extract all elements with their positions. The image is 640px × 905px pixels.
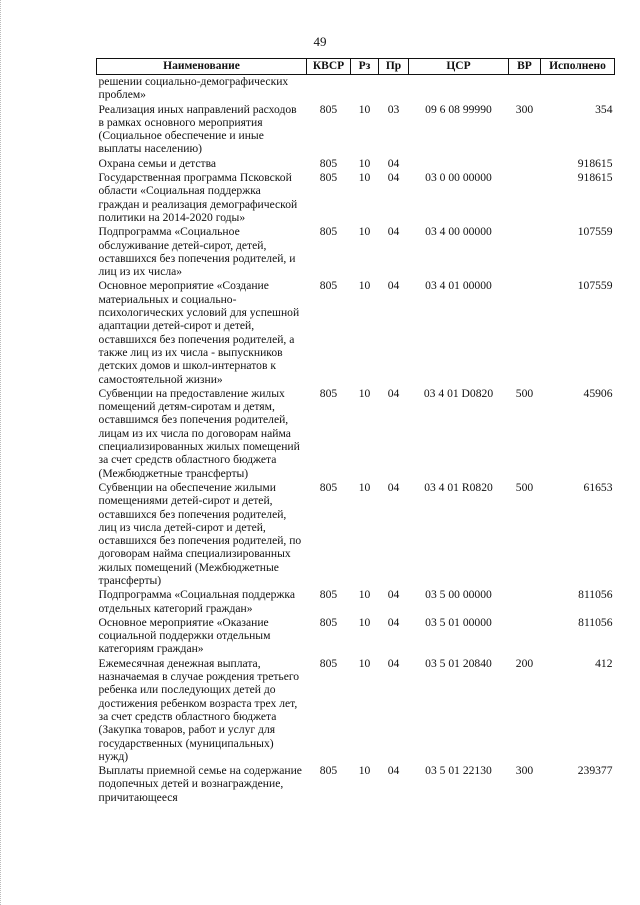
table-row [97, 616, 615, 657]
cell-rz: 10 [358, 225, 371, 239]
cell-vr [509, 279, 541, 386]
cell-vr: 300 [515, 102, 534, 116]
cell-name: Субвенции на предоставление жилых помещений детям-сиротам и детям, оставшимся без попечения родителей, лицам из их числа по договорам найма специализированных жилых помещений за счет средств областного бюджета (Межбюджетные трансферты) [98, 386, 300, 480]
cell-kvsr: 805 [319, 225, 338, 239]
cell-name: Охрана семьи и детства [98, 156, 217, 170]
cell-kvsr: 805 [319, 764, 338, 778]
cell-rz [351, 75, 379, 103]
cell-csr: 09 6 08 99990 [425, 102, 492, 116]
cell-kvsr: 805 [319, 656, 338, 670]
cell-kvsr [307, 75, 351, 103]
col-header-vr: ВР [509, 59, 541, 75]
cell-csr: 03 5 01 20840 [425, 656, 492, 670]
table-row [97, 279, 615, 386]
cell-pr: 04 [387, 615, 400, 629]
cell-csr: 03 4 01 00000 [425, 279, 492, 293]
cell-name: Государственная программа Псковской области «Социальная поддержка граждан и реализация демографической политики на 2014-2020 годы» [98, 171, 298, 224]
budget-table [96, 58, 615, 805]
cell-csr: 03 4 01 D0820 [423, 386, 494, 400]
table-row [97, 157, 615, 171]
table-row [97, 75, 615, 103]
cell-vr: 200 [515, 656, 534, 670]
cell-pr: 04 [387, 279, 400, 293]
col-header-rz: Рз [351, 59, 379, 75]
cell-pr: 04 [387, 225, 400, 239]
cell-done: 811056 [578, 615, 613, 629]
cell-rz: 10 [358, 764, 371, 778]
cell-done: 354 [595, 102, 613, 116]
cell-rz: 10 [358, 656, 371, 670]
cell-done: 107559 [577, 225, 613, 239]
cell-name: Подпрограмма «Социальная поддержка отдельных категорий граждан» [98, 588, 296, 615]
scan-edge [0, 0, 7, 905]
cell-kvsr: 805 [319, 386, 338, 400]
cell-kvsr: 805 [319, 102, 338, 116]
cell-kvsr: 805 [319, 156, 338, 170]
cell-csr [409, 157, 509, 171]
cell-done: 239377 [577, 764, 613, 778]
table-row [97, 481, 615, 588]
cell-done: 918615 [577, 171, 613, 185]
cell-rz: 10 [358, 615, 371, 629]
cell-name: решении социально-демографических проблем» [98, 75, 289, 102]
cell-rz: 10 [358, 480, 371, 494]
table-row [97, 657, 615, 764]
cell-csr: 03 4 00 00000 [425, 225, 492, 239]
cell-rz: 10 [358, 171, 371, 185]
cell-pr: 03 [387, 102, 400, 116]
cell-vr: 500 [515, 386, 534, 400]
table-row [97, 588, 615, 616]
cell-csr: 03 0 00 00000 [425, 171, 492, 185]
cell-rz: 10 [358, 279, 371, 293]
cell-vr [509, 157, 541, 171]
cell-csr [409, 75, 509, 103]
cell-name: Подпрограмма «Социальное обслуживание детей-сирот, детей, оставшихся без попечения родителей, и лиц из их числа» [98, 225, 296, 279]
cell-csr: 03 5 01 22130 [425, 764, 492, 778]
cell-name: Основное мероприятие «Создание материальных и социально-психологических условий для успешной адаптации детей-сирот и детей, оставшихся без попечения родителей, а также лиц из их числа - выпускников детских домов и школ-интернатов к самостоятельной жизни» [98, 279, 300, 386]
table-body [97, 75, 615, 806]
cell-name: Реализация иных направлений расходов в рамках основного мероприятия (Социальное обеспечение и иные выплаты населению) [98, 102, 297, 156]
cell-rz: 10 [358, 386, 371, 400]
cell-done: 918615 [577, 156, 613, 170]
cell-kvsr: 805 [319, 279, 338, 293]
cell-done: 811056 [578, 588, 613, 602]
cell-pr: 04 [387, 480, 400, 494]
cell-csr: 03 5 00 00000 [425, 588, 492, 602]
cell-vr [509, 75, 541, 103]
col-header-pr: Пр [379, 59, 409, 75]
cell-pr: 04 [387, 588, 400, 602]
cell-kvsr: 805 [319, 171, 338, 185]
cell-name: Основное мероприятие «Оказание социальной поддержки отдельным категориям граждан» [98, 615, 271, 656]
cell-kvsr: 805 [319, 588, 338, 602]
cell-vr [509, 616, 541, 657]
cell-done: 107559 [577, 279, 613, 293]
cell-pr [379, 75, 409, 103]
cell-pr: 04 [387, 386, 400, 400]
cell-name: Субвенции на обеспечение жилыми помещениями детей-сирот и детей, оставшихся без попечения родителей, лиц из числа детей-сирот и детей, оставшихся без попечения родителей, по договорам найма специализированных жилых помещений (Межбюджетные трансферты) [98, 480, 302, 587]
table-row [97, 764, 615, 805]
cell-kvsr: 805 [319, 615, 338, 629]
cell-vr: 300 [515, 764, 534, 778]
cell-rz: 10 [358, 588, 371, 602]
cell-done: 412 [595, 656, 613, 670]
table-header [97, 59, 615, 75]
cell-pr: 04 [387, 764, 400, 778]
col-header-name: Наименование [97, 59, 307, 75]
col-header-done: Исполнено [541, 59, 615, 75]
cell-vr [509, 171, 541, 225]
cell-name: Выплаты приемной семье на содержание подопечных детей и вознаграждение, причитающееся [98, 764, 302, 804]
cell-pr: 04 [387, 156, 400, 170]
cell-vr [509, 225, 541, 279]
table-row [97, 103, 615, 157]
table-row [97, 225, 615, 279]
cell-name: Ежемесячная денежная выплата, назначаемая в случае рождения третьего ребенка или последующих детей до достижения ребенком возраста трех лет, за счет средств областного бюджета (Закупка товаров, работ и услуг для государственных (муниципальных) нужд) [98, 656, 300, 763]
cell-kvsr: 805 [319, 480, 338, 494]
col-header-kvsr: КВСР [307, 59, 351, 75]
cell-rz: 10 [358, 102, 371, 116]
table-row [97, 171, 615, 225]
cell-csr: 03 4 01 R0820 [424, 480, 493, 494]
cell-rz: 10 [358, 156, 371, 170]
cell-csr: 03 5 01 00000 [425, 615, 492, 629]
cell-vr [509, 588, 541, 616]
col-header-csr: ЦСР [409, 59, 509, 75]
cell-vr: 500 [515, 480, 534, 494]
budget-table-container [96, 58, 614, 805]
cell-pr: 04 [387, 171, 400, 185]
page-number: 49 [313, 34, 327, 49]
cell-done [541, 75, 615, 103]
cell-pr: 04 [387, 656, 400, 670]
cell-done: 45906 [583, 386, 613, 400]
cell-done: 61653 [583, 480, 613, 494]
table-row [97, 387, 615, 481]
